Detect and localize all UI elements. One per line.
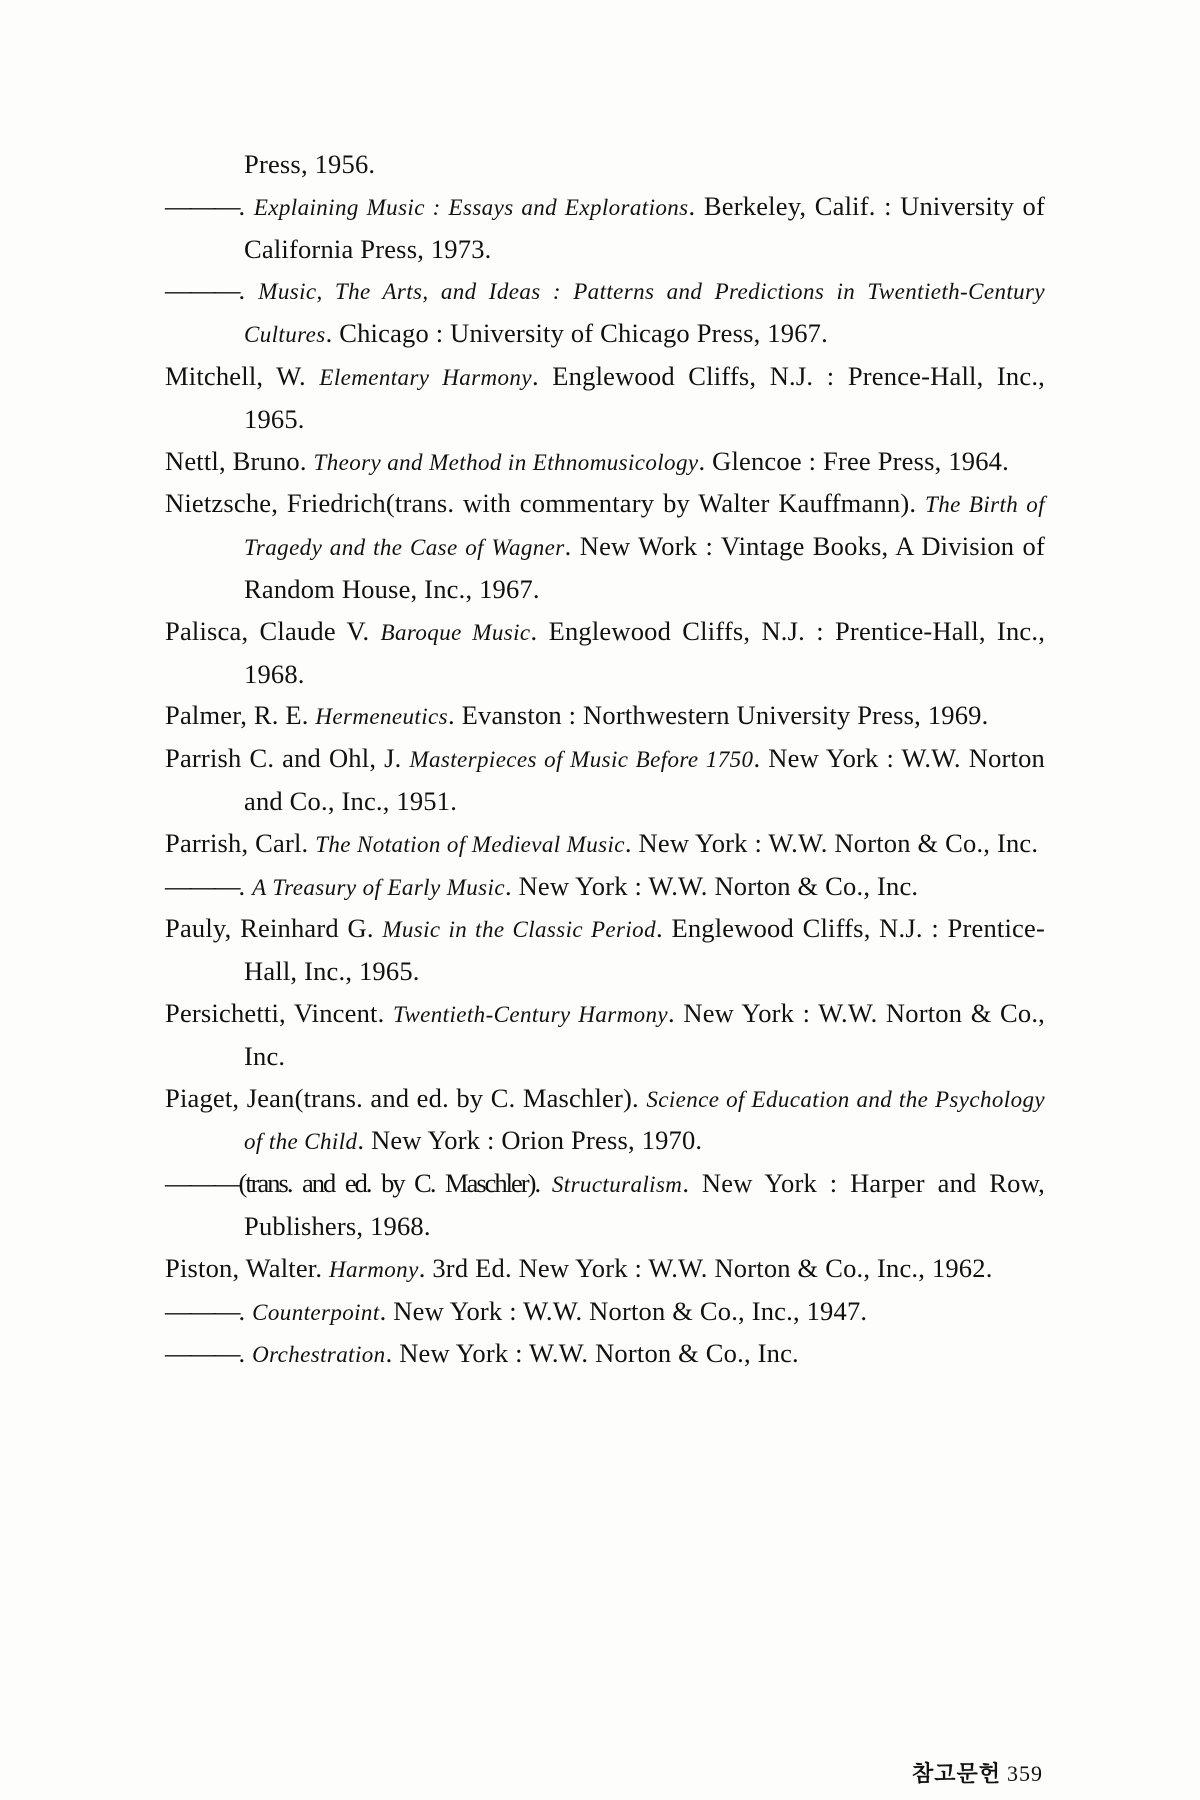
page-footer — [833, 1757, 1043, 1788]
entry-author: Parrish, Carl. — [165, 827, 309, 858]
bibliography-entry: Parrish, Carl. The Notation of Medieval Music. New York : W.W. Norton & Co., Inc. — [165, 827, 1039, 858]
bibliography-entry: ———. A Treasury of Early Music. New York : W.W. Norton & Co., Inc. — [165, 870, 919, 901]
entry-title: Science of Education and the Psychology of the Child — [244, 1086, 1045, 1155]
entry-publication: New York : W.W. Norton and Co., Inc., 1951. — [244, 743, 1046, 816]
entry-author: Piaget, Jean(trans. and ed. by C. Maschler). — [165, 1082, 639, 1113]
bibliography-entry: ———. Explaining Music : Essays and Explorations. Berkeley, Calif. : University of California Press, 1973. — [165, 190, 1045, 264]
bibliography-entry: ———. Counterpoint. New York : W.W. Norton & Co., Inc., 1947. — [165, 1295, 868, 1326]
entry-publication: Evanston : Northwestern University Press, 1969. — [461, 700, 989, 731]
entry-title: Orchestration — [252, 1342, 386, 1368]
entry-title: Masterpieces of Music Before 1750 — [409, 747, 754, 773]
entry-title: Harmony — [329, 1256, 419, 1282]
bibliography-list — [165, 144, 1045, 1376]
entry-title: Theory and Method in Ethnomusicology — [313, 449, 699, 475]
entry-publication: New York : W.W. Norton & Co., Inc. — [638, 827, 1039, 858]
entry-publication: Englewood Cliffs, N.J. : Prence-Hall, Inc., 1965. — [244, 360, 1045, 434]
bibliography-entry: Pauly, Reinhard G. Music in the Classic Period. Englewood Cliffs, N.J. : Prentice-Hall, Inc., 1965. — [165, 913, 1045, 987]
entry-author: Palisca, Claude V. — [165, 615, 370, 646]
bibliography-entry: ———(trans. and ed. by C. Maschler). Structuralism. New York : Harper and Row, Publishers, 1968. — [165, 1168, 1046, 1241]
entry-publication: New York : W.W. Norton & Co., Inc., 1947. — [393, 1295, 868, 1326]
bibliography-entry: ———. Orchestration. New York : W.W. Norton & Co., Inc. — [165, 1338, 799, 1369]
entry-title: The Birth of Tragedy and the Case of Wagner — [244, 492, 1045, 561]
entry-title: Explaining Music : Essays and Explorations — [253, 194, 689, 220]
entry-publication: Englewood Cliffs, N.J. : Prentice-Hall, Inc., 1968. — [244, 615, 1046, 689]
continuation-line: Press, 1956. — [244, 149, 376, 179]
entry-author: ——— — [165, 1295, 239, 1326]
bibliography-entry: Nettl, Bruno. Theory and Method in Ethnomusicology. Glencoe : Free Press, 1964. — [165, 445, 1009, 476]
entry-publication: Englewood Cliffs, N.J. : Prentice-Hall, Inc., 1965. — [244, 913, 1045, 987]
entry-publication: New Work : Vintage Books, A Division of Random House, Inc., 1967. — [244, 531, 1045, 604]
entry-author: Persichetti, Vincent. — [165, 997, 385, 1028]
entry-title: Counterpoint — [252, 1299, 380, 1325]
entry-title: Music, The Arts, and Ideas : Patterns and Predictions in Twentieth-Century Cultures — [244, 279, 1045, 348]
entry-author: ——— — [165, 275, 239, 306]
entry-author: Pauly, Reinhard G. — [165, 913, 374, 944]
bibliography-entry: Palisca, Claude V. Baroque Music. Englewood Cliffs, N.J. : Prentice-Hall, Inc., 1968. — [165, 615, 1046, 689]
entry-publication: Berkeley, Calif. : University of California Press, 1973. — [244, 190, 1045, 264]
entry-author: Palmer, R. E. — [165, 700, 309, 731]
bibliography-entry: Piaget, Jean(trans. and ed. by C. Maschler). Science of Education and the Psychology of the Child. New York : Orion Press, 1970. — [165, 1082, 1045, 1156]
bibliography-entry: Persichetti, Vincent. Twentieth-Century Harmony. New York : W.W. Norton & Co., Inc. — [165, 997, 1045, 1071]
bibliography-entry: ———. Music, The Arts, and Ideas : Patterns and Predictions in Twentieth-Century Cultures. Chicago : University of Chicago Press, 1967. — [165, 275, 1045, 349]
entry-title: The Notation of Medieval Music — [315, 831, 625, 857]
entry-publication: New York : W.W. Norton & Co., Inc. — [518, 870, 919, 901]
entry-author: Mitchell, W. — [165, 360, 306, 391]
entry-author: ———(trans. and ed. by C. Maschler). — [165, 1168, 540, 1199]
entry-publication: New York : W.W. Norton & Co., Inc. — [399, 1338, 799, 1369]
entry-author: Parrish C. and Ohl, J. — [165, 743, 402, 774]
page-number: 359 — [1007, 1761, 1043, 1786]
entry-author: ——— — [165, 870, 239, 901]
entry-author: Nettl, Bruno. — [165, 445, 307, 476]
entry-publication: Glencoe : Free Press, 1964. — [712, 445, 1009, 476]
entry-author: Nietzsche, Friedrich(trans. with commentary by Walter Kauffmann). — [165, 488, 917, 519]
bibliography-entry: Mitchell, W. Elementary Harmony. Englewood Cliffs, N.J. : Prence-Hall, Inc., 1965. — [165, 360, 1045, 434]
entry-publication: Chicago : University of Chicago Press, 1967. — [339, 318, 828, 349]
entry-author: ——— — [165, 190, 239, 221]
bibliography-entry: Nietzsche, Friedrich(trans. with commentary by Walter Kauffmann). The Birth of Tragedy and the Case of Wagner. New Work : Vintage Books, A Division of Random House, Inc., 1967. — [165, 488, 1045, 604]
entry-publication: New York : Harper and Row, Publishers, 1968. — [244, 1168, 1046, 1241]
entry-publication: 3rd Ed. New York : W.W. Norton & Co., Inc., 1962. — [432, 1252, 993, 1283]
entry-title: Hermeneutics — [315, 704, 448, 730]
entry-author: Piston, Walter. — [165, 1252, 323, 1283]
entry-title: Elementary Harmony — [319, 364, 532, 390]
bibliography-entry: Piston, Walter. Harmony. 3rd Ed. New York : W.W. Norton & Co., Inc., 1962. — [165, 1252, 993, 1283]
entry-publication: New York : Orion Press, 1970. — [371, 1125, 703, 1156]
entry-publication: New York : W.W. Norton & Co., Inc. — [244, 997, 1045, 1071]
bibliography-entry: Palmer, R. E. Hermeneutics. Evanston : Northwestern University Press, 1969. — [165, 700, 989, 731]
entry-title: Structuralism — [551, 1172, 683, 1198]
entry-title: Twentieth-Century Harmony — [392, 1001, 669, 1027]
entry-title: Baroque Music — [380, 619, 531, 645]
bibliography-entry: Parrish C. and Ohl, J. Masterpieces of Music Before 1750. New York : W.W. Norton and Co., Inc., 1951. — [165, 743, 1046, 816]
entry-title: Music in the Classic Period — [382, 917, 656, 943]
entry-author: ——— — [165, 1338, 239, 1369]
section-label: 참고문헌 — [911, 1762, 1001, 1787]
entry-title: A Treasury of Early Music — [252, 874, 505, 900]
